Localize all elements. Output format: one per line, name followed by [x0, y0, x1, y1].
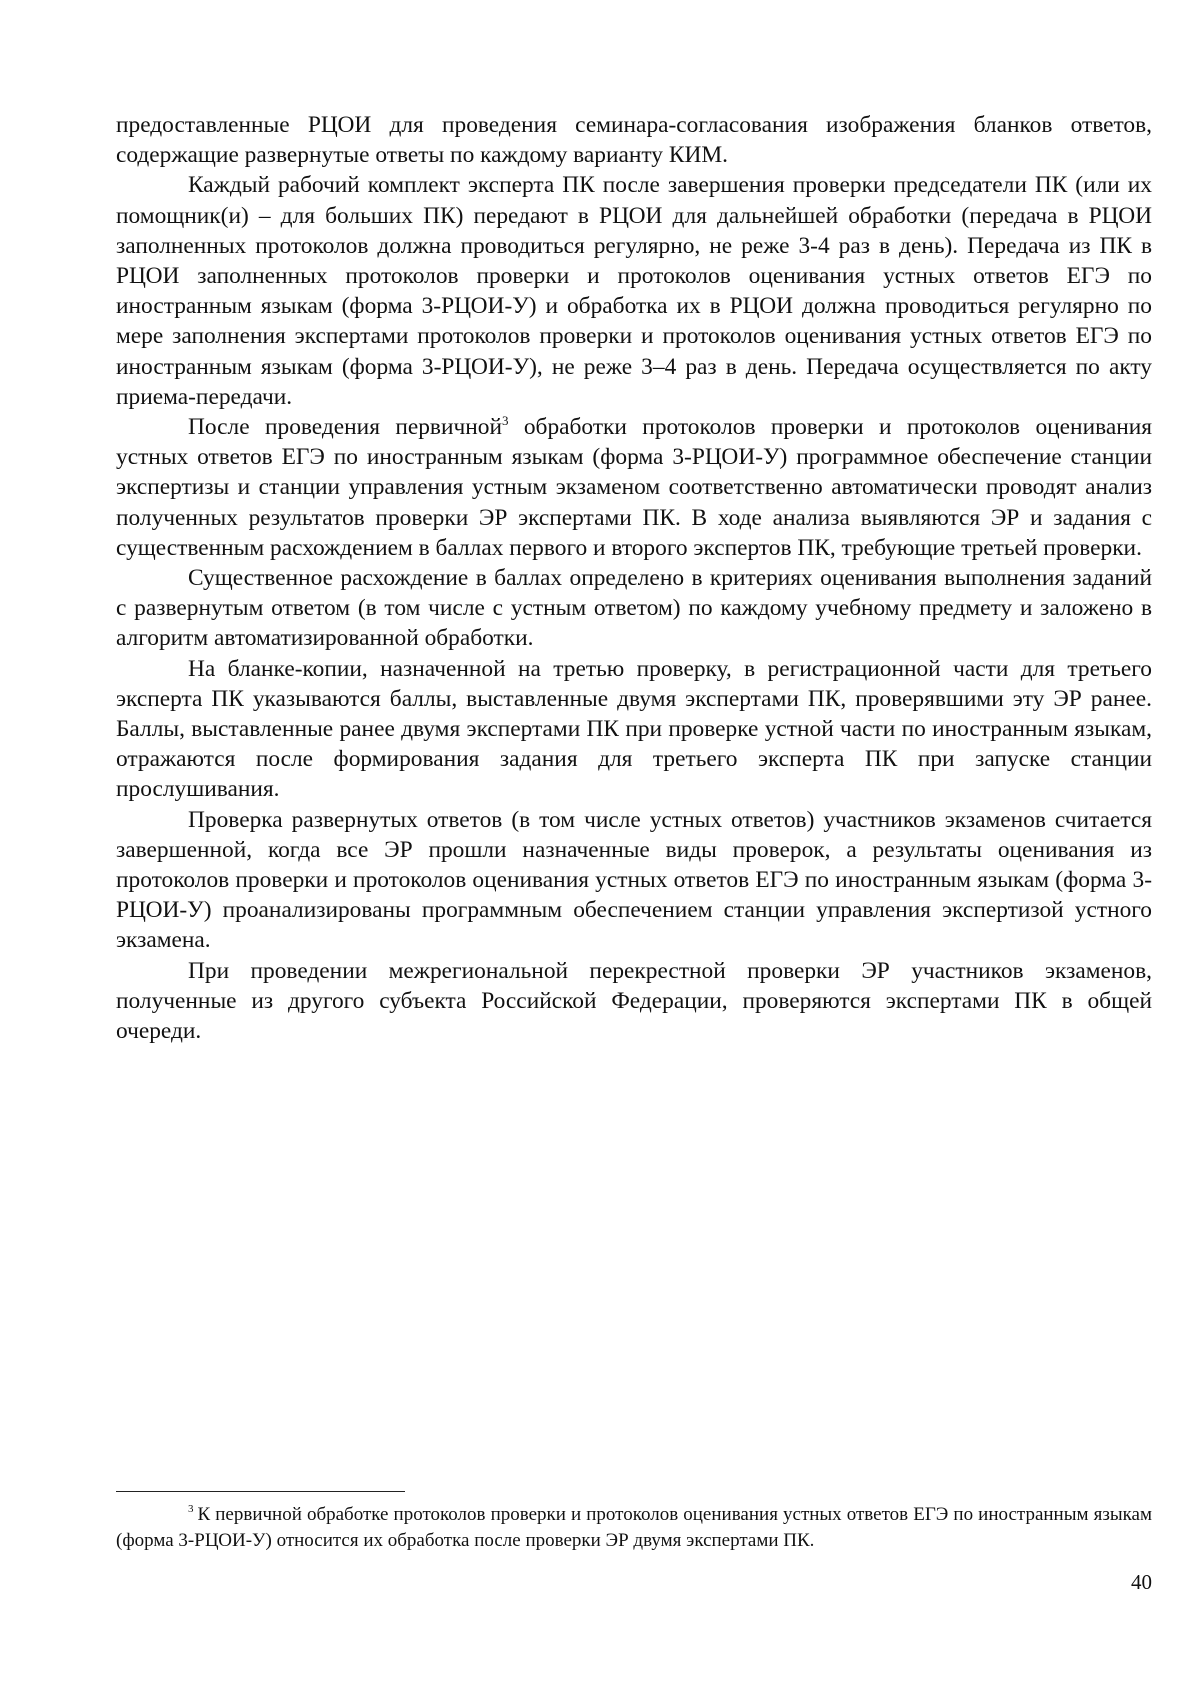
footnote-reference[interactable]: 3	[501, 413, 509, 429]
footnote	[116, 1502, 1152, 1553]
paragraph-cross-regional-check: При проведении межрегиональной перекрестной проверки ЭР участников экзаменов, полученные из другого субъекта Российской Федерации, проверяются экспертами ПК в общей очереди.	[116, 957, 1152, 1045]
footnote-marker: 3	[188, 1503, 194, 1515]
paragraph-third-check: На бланке-копии, назначенной на третью проверку, в регистрационной части для третьего эксперта ПК указываются баллы, выставленные двумя экспертами ПК, проверявшими эту ЭР ранее. Баллы, выставленные ранее двумя экспертами ПК при проверке устной части по иностранным языкам, отражаются после формирования задания для третьего эксперта ПК при запуске станции прослушивания.	[116, 655, 1152, 803]
paragraph-primary-processing	[116, 412, 1152, 563]
paragraph-check-completion: Проверка развернутых ответов (в том числе устных ответов) участников экзаменов считается завершенной, когда все ЭР прошли назначенные виды проверок, а результаты оценивания из протоколов проверки и протоколов оценивания устных ответов ЕГЭ по иностранным языкам (форма 3-РЦОИ-У) проанализированы программным обеспечением станции управления экспертизой устного экзамена.	[116, 806, 1152, 954]
footnote-separator	[116, 1491, 405, 1492]
paragraph-text-after-ref: обработки протоколов проверки и протоколов оценивания устных ответов ЕГЭ по иностранным языкам (форма 3-РЦОИ-У) программное обеспечение станции экспертизы и станции управления устным экзаменом соответственно автоматически проводят анализ полученных результатов проверки ЭР экспертами ПК. В ходе анализа выявляются ЭР и задания с существенным расхождением в баллах первого и второго экспертов ПК, требующие третьей проверки.	[116, 414, 1152, 561]
page-number: 40	[1131, 1570, 1152, 1594]
paragraph-expert-kit-transfer: Каждый рабочий комплект эксперта ПК после завершения проверки председатели ПК (или их помощник(и) – для больших ПК) передают в РЦОИ для дальнейшей обработки (передача в РЦОИ заполненных протоколов должна проводиться регулярно, не реже 3-4 раз в день). Передача из ПК в РЦОИ заполненных протоколов проверки и протоколов оценивания устных ответов ЕГЭ по иностранным языкам (форма 3-РЦОИ-У) и обработка их в РЦОИ должна проводиться регулярно по мере заполнения экспертами протоколов проверки и протоколов оценивания устных ответов ЕГЭ по иностранным языкам (форма 3-РЦОИ-У), не реже 3–4 раз в день. Передача осуществляется по акту приема-передачи.	[116, 172, 1152, 410]
paragraph-continuation: предоставленные РЦОИ для проведения семинара-согласования изображения бланков ответов, содержащие развернутые ответы по каждому варианту КИМ.	[116, 112, 1152, 169]
paragraph-text-before-ref: После проведения первичной	[188, 414, 502, 441]
main-text	[116, 110, 1152, 1046]
paragraph-significant-discrepancy: Существенное расхождение в баллах определено в критериях оценивания выполнения заданий с развернутым ответом (в том числе с устным ответом) по каждому учебному предмету и заложено в алгоритм автоматизированной обработки.	[116, 565, 1152, 652]
footnote-text: К первичной обработке протоколов проверки и протоколов оценивания устных ответов ЕГЭ по иностранным языкам (форма 3-РЦОИ-У) относится их обработка после проверки ЭР двумя экспертами ПК.	[116, 1504, 1152, 1551]
